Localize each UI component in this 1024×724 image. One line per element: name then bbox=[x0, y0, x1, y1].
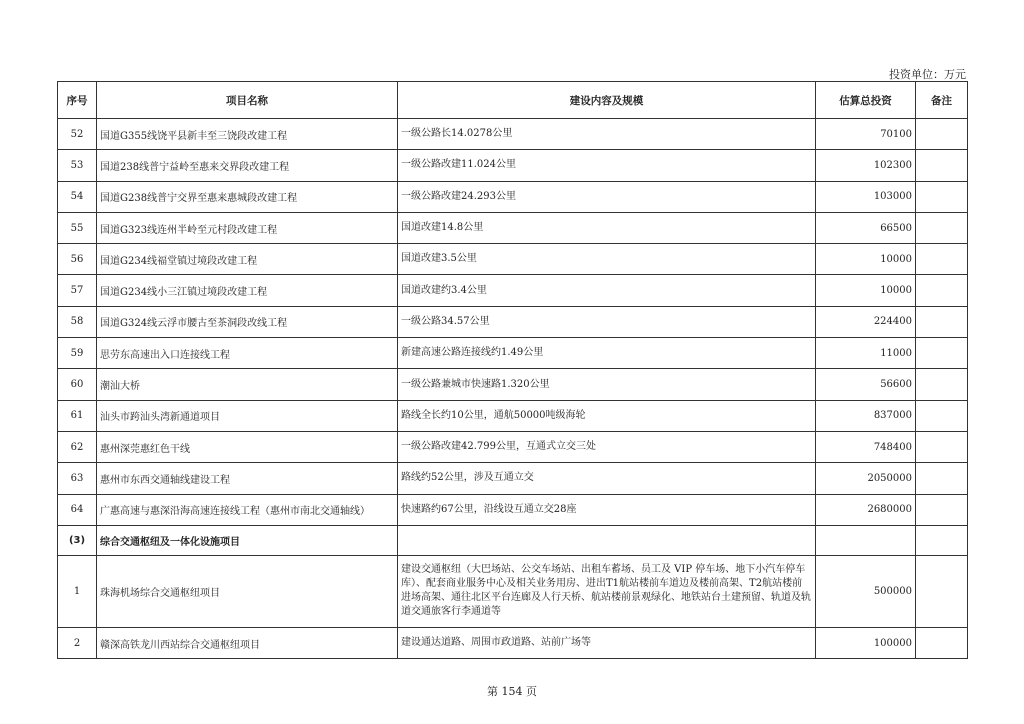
row-no: 58 bbox=[58, 306, 97, 337]
row-remark bbox=[916, 306, 968, 337]
row-amount: 748400 bbox=[816, 431, 916, 462]
row-amount: 70100 bbox=[816, 119, 916, 150]
table-row bbox=[58, 275, 968, 306]
row-amount: 224400 bbox=[816, 306, 916, 337]
row-name: 赣深高铁龙川西站综合交通枢纽项目 bbox=[97, 627, 398, 658]
row-name: 汕头市跨汕头湾新通道项目 bbox=[97, 400, 398, 431]
row-name: 惠州深莞惠红色干线 bbox=[97, 431, 398, 462]
table-row bbox=[58, 400, 968, 431]
section-content bbox=[398, 525, 816, 555]
row-amount: 10000 bbox=[816, 244, 916, 275]
row-content: 国道改建14.8公里 bbox=[398, 212, 816, 243]
table-row bbox=[58, 431, 968, 462]
row-no: 61 bbox=[58, 400, 97, 431]
table-row bbox=[58, 212, 968, 243]
table-row bbox=[58, 555, 968, 627]
row-name: 国道G324线云浮市腰古至茶洞段改线工程 bbox=[97, 306, 398, 337]
row-content: 一级公路兼城市快速路1.320公里 bbox=[398, 369, 816, 400]
row-content: 快速路约67公里，沿线设互通立交28座 bbox=[398, 494, 816, 525]
page-number: 第 154 页 bbox=[487, 685, 537, 698]
row-amount: 100000 bbox=[816, 627, 916, 658]
row-remark bbox=[916, 369, 968, 400]
investment-unit-label: 投资单位：万元 bbox=[889, 68, 966, 81]
table-row bbox=[58, 244, 968, 275]
row-amount: 10000 bbox=[816, 275, 916, 306]
row-name: 思劳东高速出入口连接线工程 bbox=[97, 338, 398, 369]
header-amount: 估算总投资 bbox=[816, 82, 916, 119]
row-remark bbox=[916, 463, 968, 494]
row-amount: 2680000 bbox=[816, 494, 916, 525]
row-no: 63 bbox=[58, 463, 97, 494]
row-remark bbox=[916, 150, 968, 181]
header-name: 项目名称 bbox=[97, 82, 398, 119]
row-amount: 2050000 bbox=[816, 463, 916, 494]
row-amount: 103000 bbox=[816, 181, 916, 212]
row-remark bbox=[916, 400, 968, 431]
row-content: 一级公路改建42.799公里，互通式立交三处 bbox=[398, 431, 816, 462]
table-row bbox=[58, 119, 968, 150]
row-name: 国道238线普宁益岭至惠来交界段改建工程 bbox=[97, 150, 398, 181]
table-header-row bbox=[58, 82, 968, 119]
section-amount bbox=[816, 525, 916, 555]
row-name: 国道G355线饶平县新丰至三饶段改建工程 bbox=[97, 119, 398, 150]
row-remark bbox=[916, 275, 968, 306]
row-content: 新建高速公路连接线约1.49公里 bbox=[398, 338, 816, 369]
row-content: 建设通达道路、周围市政道路、站前广场等 bbox=[398, 627, 816, 658]
row-no: 60 bbox=[58, 369, 97, 400]
table-row bbox=[58, 463, 968, 494]
row-no: 64 bbox=[58, 494, 97, 525]
row-name: 国道G234线福堂镇过境段改建工程 bbox=[97, 244, 398, 275]
row-no: 2 bbox=[58, 627, 97, 658]
section-title: 综合交通枢纽及一体化设施项目 bbox=[97, 525, 398, 555]
row-name: 惠州市东西交通轴线建设工程 bbox=[97, 463, 398, 494]
header-remark: 备注 bbox=[916, 82, 968, 119]
row-remark bbox=[916, 555, 968, 627]
row-content: 一级公路改建24.293公里 bbox=[398, 181, 816, 212]
section-header-row bbox=[58, 525, 968, 555]
row-remark bbox=[916, 627, 968, 658]
table-row bbox=[58, 627, 968, 658]
row-remark bbox=[916, 431, 968, 462]
row-no: 62 bbox=[58, 431, 97, 462]
row-name: 广惠高速与惠深沿海高速连接线工程（惠州市南北交通轴线） bbox=[97, 494, 398, 525]
row-no: 54 bbox=[58, 181, 97, 212]
row-amount: 837000 bbox=[816, 400, 916, 431]
row-amount: 56600 bbox=[816, 369, 916, 400]
row-remark bbox=[916, 494, 968, 525]
row-name: 国道G323线连州半岭至元村段改建工程 bbox=[97, 212, 398, 243]
row-content: 一级公路改建11.024公里 bbox=[398, 150, 816, 181]
row-amount: 66500 bbox=[816, 212, 916, 243]
row-content: 路线全长约10公里，通航50000吨级海轮 bbox=[398, 400, 816, 431]
row-remark bbox=[916, 338, 968, 369]
row-content: 国道改建3.5公里 bbox=[398, 244, 816, 275]
row-content: 一级公路长14.0278公里 bbox=[398, 119, 816, 150]
table-row bbox=[58, 150, 968, 181]
row-content: 建设交通枢纽（大巴场站、公交车场站、出租车蓄场、员工及 VIP 停车场、地下小汽车停车库）、配套商业服务中心及相关业务用房、进出T1航站楼前车道边及楼前高架、T2航站楼前进场高架、通往北区平台连廊及人行天桥、航站楼前景观绿化、地铁站台土建预留、轨道及轨道交通旅客行李通道等 bbox=[398, 555, 816, 627]
row-amount: 500000 bbox=[816, 555, 916, 627]
row-content: 一级公路34.57公里 bbox=[398, 306, 816, 337]
row-name: 国道G238线普宁交界至惠来惠城段改建工程 bbox=[97, 181, 398, 212]
row-no: 59 bbox=[58, 338, 97, 369]
row-content: 路线约52公里，涉及互通立交 bbox=[398, 463, 816, 494]
row-remark bbox=[916, 119, 968, 150]
table-row bbox=[58, 181, 968, 212]
row-no: 53 bbox=[58, 150, 97, 181]
row-remark bbox=[916, 181, 968, 212]
row-name: 国道G234线小三江镇过境段改建工程 bbox=[97, 275, 398, 306]
row-no: 1 bbox=[58, 555, 97, 627]
row-remark bbox=[916, 212, 968, 243]
row-name: 潮汕大桥 bbox=[97, 369, 398, 400]
row-no: 55 bbox=[58, 212, 97, 243]
table-row bbox=[58, 369, 968, 400]
row-amount: 102300 bbox=[816, 150, 916, 181]
project-table bbox=[57, 81, 968, 659]
header-content: 建设内容及规模 bbox=[398, 82, 816, 119]
table-row bbox=[58, 306, 968, 337]
row-content: 国道改建约3.4公里 bbox=[398, 275, 816, 306]
section-remark bbox=[916, 525, 968, 555]
section-no: (3) bbox=[58, 525, 97, 555]
row-remark bbox=[916, 244, 968, 275]
header-no: 序号 bbox=[58, 82, 97, 119]
row-no: 56 bbox=[58, 244, 97, 275]
row-name: 珠海机场综合交通枢纽项目 bbox=[97, 555, 398, 627]
row-no: 57 bbox=[58, 275, 97, 306]
table-row bbox=[58, 494, 968, 525]
row-amount: 11000 bbox=[816, 338, 916, 369]
table-row bbox=[58, 338, 968, 369]
row-no: 52 bbox=[58, 119, 97, 150]
